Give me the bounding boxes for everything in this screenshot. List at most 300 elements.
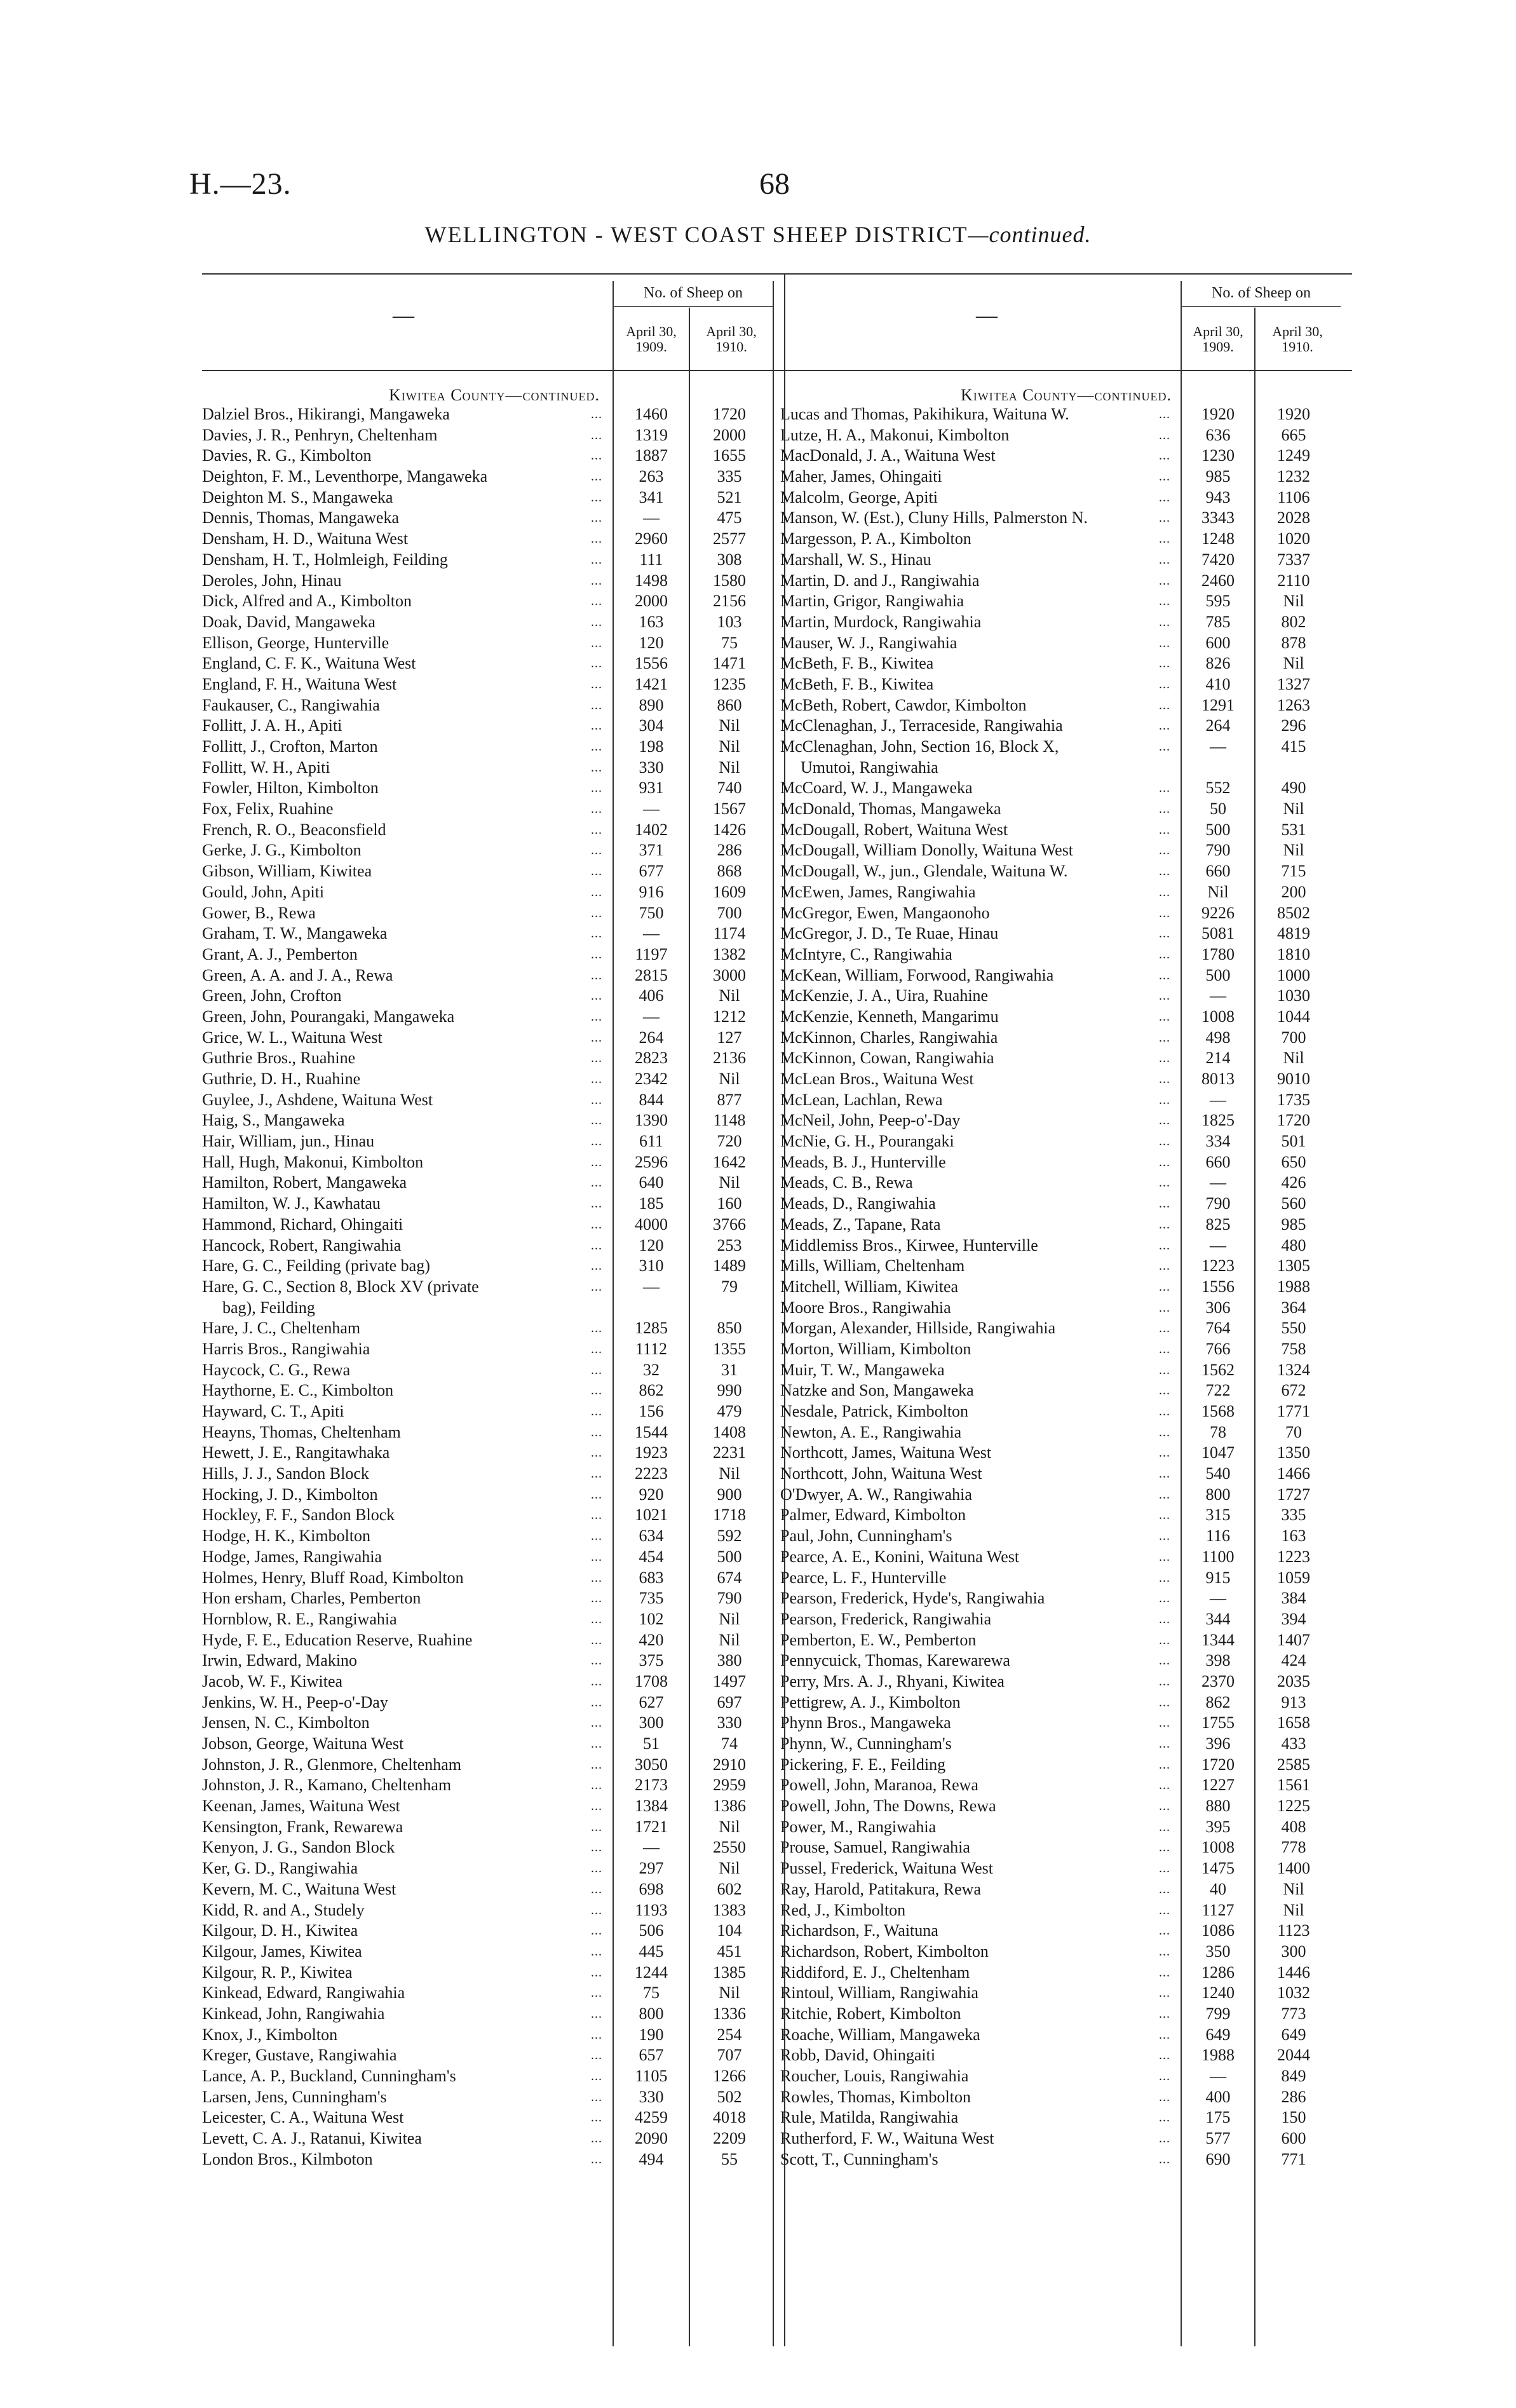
- owner-name: Hockley, F. F., Sandon Block: [202, 1506, 395, 1525]
- table-row: [780, 1609, 1352, 1630]
- leader-dots: ...: [591, 1924, 602, 1938]
- leader-dots: ...: [591, 532, 602, 547]
- leader-dots: ...: [591, 1944, 602, 1959]
- sheep-1910: 394: [1281, 1609, 1306, 1628]
- sheep-1909: 500: [1205, 965, 1231, 984]
- leader-dots: ...: [1159, 1363, 1170, 1377]
- sheep-1909: 677: [639, 862, 664, 881]
- sheep-1910: 364: [1281, 1298, 1306, 1317]
- table-row: [202, 1734, 787, 1755]
- leader-dots: ...: [591, 864, 602, 879]
- name-column-dash: —: [393, 304, 414, 327]
- table-row: [202, 2004, 787, 2025]
- table-row: [780, 487, 1352, 508]
- table-row: [780, 1713, 1352, 1734]
- sheep-1910: 600: [1281, 2129, 1306, 2148]
- sheep-1909: 595: [1205, 592, 1231, 611]
- table-row: [202, 1692, 787, 1713]
- owner-name: Palmer, Edward, Kimbolton: [780, 1506, 966, 1525]
- table-row: [202, 1152, 787, 1173]
- sheep-1909: 577: [1205, 2129, 1231, 2148]
- sheep-1910: 286: [717, 841, 742, 860]
- table-row: [780, 1152, 1352, 1173]
- sheep-1910: 2910: [713, 1755, 746, 1774]
- table-row: [202, 1443, 787, 1464]
- owner-name: Fowler, Hilton, Kimbolton: [202, 779, 379, 798]
- owner-name: Hair, William, jun., Hinau: [202, 1132, 375, 1151]
- table-row: [780, 1422, 1352, 1443]
- sheep-1909: 111: [639, 550, 663, 569]
- leader-dots: ...: [591, 1778, 602, 1793]
- sheep-1910: 254: [717, 2025, 742, 2044]
- owner-name: Densham, H. D., Waituna West: [202, 529, 409, 548]
- leader-dots: ...: [591, 740, 602, 754]
- table-header: [787, 273, 1352, 371]
- sheep-1910: Nil: [719, 1173, 740, 1192]
- leader-dots: ...: [591, 1633, 602, 1647]
- sheep-1910: 2231: [713, 1443, 746, 1462]
- sheep-1909: 371: [639, 841, 664, 860]
- table-row: [780, 1526, 1352, 1547]
- leader-dots: ...: [1159, 781, 1170, 796]
- sheep-1910: 1718: [713, 1506, 746, 1525]
- table-row: [202, 2128, 787, 2149]
- table-row: [202, 1630, 787, 1651]
- owner-name: Martin, Murdock, Rangiwahia: [780, 612, 982, 631]
- table-row: [202, 737, 787, 758]
- leader-dots: ...: [1159, 1820, 1170, 1834]
- owner-name: McGregor, Ewen, Mangaonoho: [780, 903, 990, 922]
- sheep-1910: 1350: [1277, 1443, 1310, 1462]
- leader-dots: ...: [1159, 1508, 1170, 1523]
- sheep-1910: 1174: [713, 924, 746, 943]
- sheep-1909: 8013: [1201, 1070, 1235, 1088]
- owner-name: O'Dwyer, A. W., Rangiwahia: [780, 1485, 972, 1504]
- sheep-1909: 800: [1205, 1485, 1231, 1504]
- sheep-1910: 1471: [713, 654, 746, 673]
- sheep-1910: 1032: [1277, 1983, 1310, 2003]
- sheep-1910: 451: [717, 1942, 742, 1961]
- leader-dots: ...: [591, 1508, 602, 1523]
- leader-dots: ...: [591, 885, 602, 899]
- sheep-1910: Nil: [719, 737, 740, 756]
- sheep-1909: 9226: [1201, 903, 1235, 922]
- sheep-1910: 308: [717, 550, 742, 569]
- sheep-1909: 5081: [1201, 924, 1235, 943]
- owner-name: Rintoul, William, Rangiwahia: [780, 1983, 978, 2003]
- sheep-1910: Nil: [1283, 841, 1304, 860]
- table-row: [202, 425, 787, 446]
- sheep-1910: Nil: [1283, 654, 1304, 673]
- sheep-1909: 341: [639, 487, 664, 507]
- leader-dots: ...: [1159, 947, 1170, 962]
- leader-dots: ...: [591, 2132, 602, 2146]
- leader-dots: ...: [591, 407, 602, 421]
- owner-name: Hancock, Robert, Rangiwahia: [202, 1235, 402, 1255]
- table-row: [780, 1318, 1352, 1339]
- sheep-1909: 264: [1205, 716, 1231, 735]
- sheep-1910: 1771: [1277, 1402, 1310, 1420]
- date-header-1909: April 30, 1909.: [1193, 323, 1243, 355]
- sheep-1910: 424: [1281, 1651, 1306, 1670]
- owner-name: Fox, Felix, Ruahine: [202, 799, 334, 819]
- leader-dots: ...: [1159, 1799, 1170, 1814]
- leader-dots: ...: [591, 1384, 602, 1398]
- sheep-1909: 1286: [1201, 1962, 1235, 1982]
- sheep-1909: 1384: [635, 1797, 668, 1816]
- owner-name: McLean Bros., Waituna West: [780, 1070, 974, 1088]
- sheep-1910: 433: [1281, 1734, 1306, 1753]
- owner-name: Jobson, George, Waituna West: [202, 1734, 404, 1753]
- sheep-1909: 420: [639, 1630, 664, 1649]
- leader-dots: ...: [591, 594, 602, 609]
- sheep-1910: 650: [1281, 1152, 1306, 1171]
- table-row: [780, 1900, 1352, 1921]
- table-row: [780, 2149, 1352, 2170]
- sheep-1909: 1285: [635, 1319, 668, 1338]
- leader-dots: ...: [1159, 2069, 1170, 2083]
- county-subheading: Kiwitea County—continued.: [388, 386, 600, 404]
- sheep-1909: 75: [643, 1983, 660, 2003]
- owner-name: Dennis, Thomas, Mangaweka: [202, 508, 400, 527]
- sheep-1909: 1344: [1201, 1630, 1235, 1649]
- owner-name: Nesdale, Patrick, Kimbolton: [780, 1402, 969, 1420]
- sheep-1910: 2550: [713, 1838, 746, 1857]
- sheep-1909: —: [1210, 1173, 1226, 1192]
- sheep-1909: 306: [1205, 1298, 1231, 1317]
- sheep-1909: —: [1210, 1589, 1226, 1608]
- sheep-1910: 8502: [1277, 903, 1310, 922]
- leader-dots: ...: [591, 1321, 602, 1336]
- sheep-1909: 1887: [635, 446, 668, 465]
- owner-name: England, C. F. K., Waituna West: [202, 654, 416, 673]
- sheep-1910: 860: [717, 695, 742, 714]
- leader-dots: ...: [1159, 822, 1170, 837]
- owner-name: Ritchie, Robert, Kimbolton: [780, 2004, 961, 2023]
- sheep-1910: Nil: [1283, 592, 1304, 611]
- sheep-1909: 600: [1205, 633, 1231, 652]
- sheep-1909: 1920: [1201, 405, 1235, 423]
- sheep-1910: 1232: [1277, 467, 1310, 486]
- table-row: [202, 674, 787, 695]
- owner-name: Hamilton, Robert, Mangaweka: [202, 1173, 407, 1192]
- sheep-1909: 766: [1205, 1339, 1231, 1358]
- leader-dots: ...: [591, 1986, 602, 2001]
- leader-dots: ...: [591, 947, 602, 962]
- sheep-1910: 1235: [713, 674, 746, 693]
- owner-name: Guylee, J., Ashdene, Waituna West: [202, 1090, 433, 1109]
- leader-dots: ...: [1159, 1030, 1170, 1045]
- owner-name: bag), Feilding: [222, 1298, 315, 1317]
- sheep-1910: Nil: [719, 1609, 740, 1628]
- table-row: [202, 653, 787, 674]
- leader-dots: ...: [1159, 2152, 1170, 2167]
- sheep-1910: 500: [717, 1547, 742, 1566]
- sheep-1910: 1123: [1277, 1921, 1310, 1940]
- leader-dots: ...: [591, 927, 602, 941]
- owner-name: Northcott, John, Waituna West: [780, 1464, 982, 1483]
- leader-dots: ...: [591, 1238, 602, 1253]
- sheep-1910: 849: [1281, 2067, 1306, 2085]
- owner-name: Kenyon, J. G., Sandon Block: [202, 1838, 395, 1857]
- sheep-1910: 2028: [1277, 508, 1310, 527]
- leader-dots: ...: [591, 1134, 602, 1149]
- leader-dots: ...: [591, 1695, 602, 1710]
- sheep-1909: 214: [1205, 1049, 1231, 1068]
- leader-dots: ...: [1159, 1757, 1170, 1772]
- owner-name: Doak, David, Mangaweka: [202, 612, 376, 631]
- sheep-1909: 398: [1205, 1651, 1231, 1670]
- table-row: [780, 571, 1352, 592]
- sheep-1909: 500: [1205, 820, 1231, 839]
- owner-name: Green, John, Pourangaki, Mangaweka: [202, 1007, 455, 1026]
- table-row: [202, 840, 787, 861]
- table-row: [780, 861, 1352, 882]
- leader-dots: ...: [591, 1363, 602, 1377]
- table-row: [780, 466, 1352, 487]
- owner-name: Irwin, Edward, Makino: [202, 1651, 358, 1670]
- owner-name: Mitchell, William, Kiwitea: [780, 1277, 959, 1296]
- table-row: [202, 2107, 787, 2128]
- leader-dots: ...: [591, 989, 602, 1003]
- table-row: [202, 1360, 787, 1381]
- leader-dots: ...: [591, 2027, 602, 2042]
- name-column-dash: —: [976, 304, 998, 327]
- leader-dots: ...: [591, 1155, 602, 1169]
- table-row: [780, 591, 1352, 612]
- sheep-1909: 498: [1205, 1028, 1231, 1047]
- table-row: [780, 1630, 1352, 1651]
- table-row: [780, 1858, 1352, 1879]
- owner-name: Marshall, W. S., Hinau: [780, 550, 931, 569]
- sheep-1909: 1008: [1201, 1838, 1235, 1857]
- leader-dots: ...: [1159, 490, 1170, 505]
- leader-dots: ...: [1159, 2048, 1170, 2063]
- leader-dots: ...: [1159, 740, 1170, 754]
- sheep-1909: 32: [643, 1360, 660, 1379]
- sheep-1910: Nil: [1283, 1049, 1304, 1068]
- table-row: [202, 1526, 787, 1547]
- sheep-1909: 1047: [1201, 1443, 1235, 1462]
- table-row: [202, 1609, 787, 1630]
- sheep-1909: 640: [639, 1173, 664, 1192]
- date-header-1910: April 30, 1910.: [1272, 323, 1323, 355]
- owner-name: Roucher, Louis, Rangiwahia: [780, 2067, 969, 2085]
- sheep-1909: 683: [639, 1568, 664, 1587]
- sheep-1910: 771: [1281, 2149, 1306, 2168]
- sheep-1910: Nil: [719, 716, 740, 735]
- sheep-1909: 120: [639, 1235, 664, 1255]
- owner-name: Follitt, W. H., Apiti: [202, 758, 330, 777]
- sheep-1909: Nil: [1207, 882, 1229, 901]
- table-row: [202, 1942, 787, 1962]
- leader-dots: ...: [591, 843, 602, 858]
- sheep-1909: 304: [639, 716, 664, 735]
- leader-dots: ...: [591, 615, 602, 629]
- table-row: [202, 1256, 787, 1277]
- owner-name: McDonald, Thomas, Mangaweka: [780, 799, 1001, 819]
- sheep-1909: 400: [1205, 2087, 1231, 2106]
- table-row: [202, 1962, 787, 1983]
- sheep-1909: 750: [639, 903, 664, 922]
- sheep-1910: 7337: [1277, 550, 1310, 569]
- table-row: [202, 778, 787, 799]
- leader-dots: ...: [1159, 532, 1170, 547]
- owner-name: Larsen, Jens, Cunningham's: [202, 2087, 387, 2106]
- table-row: [780, 778, 1352, 799]
- sheep-1910: Nil: [1283, 1900, 1304, 1919]
- sheep-1910: 480: [1281, 1235, 1306, 1255]
- table-row: [202, 944, 787, 965]
- leader-dots: ...: [1159, 1633, 1170, 1647]
- owner-name: McIntyre, C., Rangiwahia: [780, 944, 952, 963]
- leader-dots: ...: [1159, 1197, 1170, 1211]
- owner-name: Mills, William, Cheltenham: [780, 1256, 965, 1275]
- owner-name: Keenan, James, Waituna West: [202, 1797, 400, 1816]
- sheep-1909: 2460: [1201, 571, 1235, 590]
- owner-name: Kilgour, D. H., Kiwitea: [202, 1921, 358, 1940]
- table-row: [202, 1173, 787, 1194]
- sheep-1910: 649: [1281, 2025, 1306, 2044]
- sheep-1910: 1336: [713, 2004, 746, 2023]
- owner-name: Haycock, C. G., Rewa: [202, 1360, 351, 1379]
- owner-name: Lucas and Thomas, Pakihikura, Waituna W.: [780, 405, 1069, 423]
- owner-name: Guthrie, D. H., Ruahine: [202, 1070, 361, 1088]
- sheep-1909: 315: [1205, 1506, 1231, 1525]
- leader-dots: ...: [1159, 1529, 1170, 1544]
- owner-name: Red, J., Kimbolton: [780, 1900, 906, 1919]
- sheep-1909: 1240: [1201, 1983, 1235, 2003]
- sheep-1910: 1642: [713, 1152, 746, 1171]
- leader-dots: ...: [591, 1092, 602, 1107]
- sheep-1910: 1385: [713, 1962, 746, 1982]
- sheep-1910: 877: [717, 1090, 742, 1109]
- owner-name: McGregor, J. D., Te Ruae, Hinau: [780, 924, 999, 943]
- owner-name: McKinnon, Cowan, Rangiwahia: [780, 1049, 994, 1068]
- sheep-1910: 985: [1281, 1214, 1306, 1234]
- sheep-1909: 1475: [1201, 1859, 1235, 1878]
- sheep-1909: 350: [1205, 1942, 1231, 1961]
- table-row: [780, 2066, 1352, 2087]
- table-row: [202, 487, 787, 508]
- sheep-1909: 1319: [635, 425, 668, 444]
- sheep-1909: 649: [1205, 2025, 1231, 2044]
- sheep-1910: Nil: [1283, 1879, 1304, 1898]
- sheep-1909: 198: [639, 737, 664, 756]
- leader-dots: ...: [591, 1446, 602, 1460]
- sheep-1909: 2815: [635, 965, 668, 984]
- table-row: [780, 1921, 1352, 1942]
- sheep-1909: 116: [1205, 1527, 1231, 1546]
- sheep-1909: 636: [1205, 425, 1231, 444]
- sheep-1909: 1780: [1201, 944, 1235, 963]
- leader-dots: ...: [1159, 1549, 1170, 1564]
- owner-name: McKenzie, J. A., Uira, Ruahine: [780, 986, 989, 1005]
- leader-dots: ...: [1159, 573, 1170, 588]
- owner-name: London Bros., Kilmboton: [202, 2149, 373, 2168]
- leader-dots: ...: [1159, 1944, 1170, 1959]
- sheep-1909: 1825: [1201, 1111, 1235, 1130]
- table-row: [780, 1214, 1352, 1235]
- owner-name: Dalziel Bros., Hikirangi, Mangaweka: [202, 405, 450, 423]
- sheep-1910: 335: [1281, 1506, 1306, 1525]
- sheep-1909: 310: [639, 1256, 664, 1275]
- sheep-count-header: No. of Sheep on: [644, 285, 743, 301]
- sheep-1909: 915: [1205, 1568, 1231, 1587]
- sheep-1910: 1407: [1277, 1630, 1310, 1649]
- table-row: [202, 1048, 787, 1069]
- sheep-1910: 163: [1281, 1527, 1306, 1546]
- leader-dots: ...: [591, 1259, 602, 1274]
- sheep-1910: 79: [721, 1277, 738, 1296]
- date-header-1910: April 30, 1910.: [706, 323, 757, 355]
- sheep-1910: 75: [721, 633, 738, 652]
- leader-dots: ...: [1159, 719, 1170, 733]
- leader-dots: ...: [1159, 470, 1170, 484]
- sheep-1909: 660: [1205, 862, 1231, 881]
- leader-dots: ...: [591, 1799, 602, 1814]
- sheep-1909: 735: [639, 1589, 664, 1608]
- table-row: [780, 1983, 1352, 2004]
- leader-dots: ...: [591, 490, 602, 505]
- leader-dots: ...: [591, 1840, 602, 1855]
- sheep-1909: 1708: [635, 1671, 668, 1690]
- owner-name: Hyde, F. E., Education Reserve, Ruahine: [202, 1630, 473, 1649]
- sheep-1909: 445: [639, 1942, 664, 1961]
- table-row: [780, 508, 1352, 529]
- table-row: [780, 1256, 1352, 1277]
- owner-name: McKenzie, Kenneth, Mangarimu: [780, 1007, 999, 1026]
- sheep-1910: 913: [1281, 1692, 1306, 1711]
- right-column-table: [780, 267, 1352, 2275]
- leader-dots: ...: [1159, 1342, 1170, 1356]
- owner-name: Martin, D. and J., Rangiwahia: [780, 571, 980, 590]
- table-row: [780, 986, 1352, 1007]
- sheep-1909: 890: [639, 695, 664, 714]
- sheep-1910: 550: [1281, 1319, 1306, 1338]
- sheep-1909: 1498: [635, 571, 668, 590]
- owner-name: Pearson, Frederick, Rangiwahia: [780, 1609, 992, 1628]
- sheep-1909: 690: [1205, 2149, 1231, 2168]
- table-row: [780, 1028, 1352, 1049]
- date-header-1909: April 30, 1909.: [626, 323, 677, 355]
- table-row: [780, 1048, 1352, 1069]
- leader-dots: ...: [591, 906, 602, 920]
- sheep-1910: 380: [717, 1651, 742, 1670]
- owner-name: Middlemiss Bros., Kirwee, Hunterville: [780, 1235, 1038, 1255]
- leader-dots: ...: [591, 1051, 602, 1066]
- sheep-1909: 175: [1205, 2108, 1231, 2127]
- sheep-1910: 665: [1281, 425, 1306, 444]
- sheep-1910: 1305: [1277, 1256, 1310, 1275]
- sheep-1910: 1263: [1277, 695, 1310, 714]
- table-row: [202, 1131, 787, 1152]
- sheep-1909: 2823: [635, 1049, 668, 1068]
- table-row: [780, 820, 1352, 841]
- sheep-1909: 920: [639, 1485, 664, 1504]
- owner-name: Hare, G. C., Section 8, Block XV (private: [202, 1277, 479, 1296]
- owner-name: Rutherford, F. W., Waituna West: [780, 2129, 994, 2148]
- owner-name: Jacob, W. F., Kiwitea: [202, 1671, 343, 1690]
- leader-dots: ...: [1159, 989, 1170, 1003]
- sheep-1910: 592: [717, 1527, 742, 1546]
- sheep-1909: 1402: [635, 820, 668, 839]
- owner-name: Hon ersham, Charles, Pemberton: [202, 1589, 421, 1608]
- table-row: [780, 1069, 1352, 1090]
- table-row: [202, 404, 787, 425]
- sheep-1910: 790: [717, 1589, 742, 1608]
- leader-dots: ...: [591, 1197, 602, 1211]
